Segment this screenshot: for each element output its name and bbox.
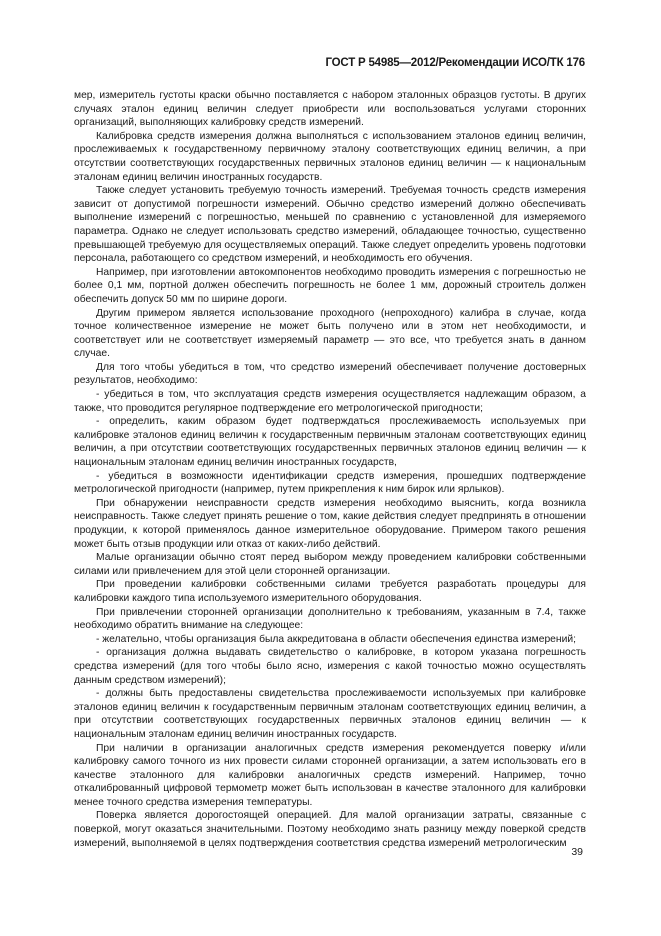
list-item: - определить, каким образом будет подтверждаться прослеживаемость используемых при калибровке эталонов единиц величин к государственным первичным эталонам соответствующих единиц величин, а при отсутствии соответствующих государственных первичных эталонов единиц величин — к национальным эталонам единиц величин иностранных государств,: [74, 416, 586, 469]
paragraph: Малые организации обычно стоят перед выбором между проведением калибровки собственными силами или привлечением для этой цели сторонней организации.: [74, 552, 586, 577]
paragraph: мер, измеритель густоты краски обычно поставляется с набором эталонных образцов густоты. В других случаях эталон единиц величин следует приобрести или воспользоваться услугами сторонних организаций, выполняющих калибровку средств измерений.: [74, 90, 586, 129]
paragraph: При проведении калибровки собственными силами требуется разработать процедуры для калибровки каждого типа используемого измерительного оборудования.: [74, 579, 586, 604]
list-item: - желательно, чтобы организация была аккредитована в области обеспечения единства измерений;: [96, 633, 576, 645]
document-header: ГОСТ Р 54985—2012/Рекомендации ИСО/ТК 176: [325, 57, 585, 69]
paragraph: Другим примером является использование проходного (непроходного) калибра в случае, когда точное количественное измерение не может быть получено или в этом нет необходимости, и соответствует или не соответствует измеряемый параметр — это все, что требуется знать в данном случае.: [74, 307, 586, 360]
paragraph: Поверка является дорогостоящей операцией. Для малой организации затраты, связанные с поверкой, могут оказаться значительными. Поэтому необходимо знать разницу между поверкой средств измерений, выполняемой в целях подтверждения соответствия средства измерений метрологическим: [74, 810, 586, 849]
paragraph: Для того чтобы убедиться в том, что средство измерений обеспечивает получение достоверных результатов, необходимо:: [74, 361, 586, 387]
list-item: - должны быть предоставлены свидетельства прослеживаемости используемых при калибровке эталонов единиц величин к государственным первичным эталонам соответствующих единиц величин, а при отсутствии соответствующих государственных первичных эталонов единиц величин — к национальным эталонам единиц величин иностранных государств.: [74, 688, 586, 740]
paragraph: При привлечении сторонней организации дополнительно к требованиям, указанным в 7.4, также необходимо обратить внимание на следующее:: [74, 606, 586, 632]
list-item: - убедиться в возможности идентификации средств измерения, прошедших подтверждение метрологической пригодности (например, путем прикрепления к ним бирок или ярлыков).: [74, 470, 586, 496]
document-body: [74, 89, 586, 850]
paragraph: Также следует установить требуемую точность измерений. Требуемая точность средств измерения зависит от допустимой погрешности измерений. Обычно средство измерений должно обеспечивать выполнение измерений с погрешностью, меньшей по сравнению с установленной для измеряемого параметра. Однако не следует использовать средство измерений, обладающее точностью, существенно превышающей требуемую для осуществляемых операций. Также следует определить уровень подготовки персонала, работающего со средством измерений, и необходимость его обучения.: [74, 185, 586, 265]
list-item: - убедиться в том, что эксплуатация средств измерения осуществляется надлежащим образом, а также, что проводится регулярное подтверждение его метрологической пригодности;: [74, 389, 586, 414]
paragraph: Калибровка средств измерения должна выполняться с использованием эталонов единиц величин, прослеживаемых к государственному первичному эталону соответствующих единиц величин, а при отсутствии соответствующих государственных первичных эталонов единиц величин — к национальным эталонам единиц величин иностранных государств.: [74, 130, 586, 183]
paragraph: Например, при изготовлении автокомпонентов необходимо проводить измерения с погрешностью не более 0,1 мм, портной должен обеспечить погрешность не более 1 мм, дорожный строитель должен обеспечить допуск 50 мм по ширине дороги.: [74, 266, 586, 305]
paragraph: При наличии в организации аналогичных средств измерения рекомендуется поверку и/или калибровку самого точного из них провести силами сторонней организации, а затем использовать его в качестве эталонного для калибровки аналогичных средств измерений. Например, точно откалиброванный цифровой термометр может быть использован в качестве эталонного для калибровки менее точного средства измерения температуры.: [74, 742, 586, 808]
list-item: - организация должна выдавать свидетельство о калибровке, в котором указана погрешность средства измерений (для того чтобы было ясно, измерения с какой точностью можно осуществлять данным средством измерений);: [74, 647, 586, 686]
page-number: 39: [571, 846, 583, 858]
paragraph: При обнаружении неисправности средств измерения необходимо выяснить, когда возникла неисправность. Также следует принять решение о том, какие действия следует предпринять в отношении продукции, к которой применялось данное измерительное оборудование. Примером такого решения может быть отзыв продукции или отказ от каких-либо действий.: [74, 497, 586, 550]
